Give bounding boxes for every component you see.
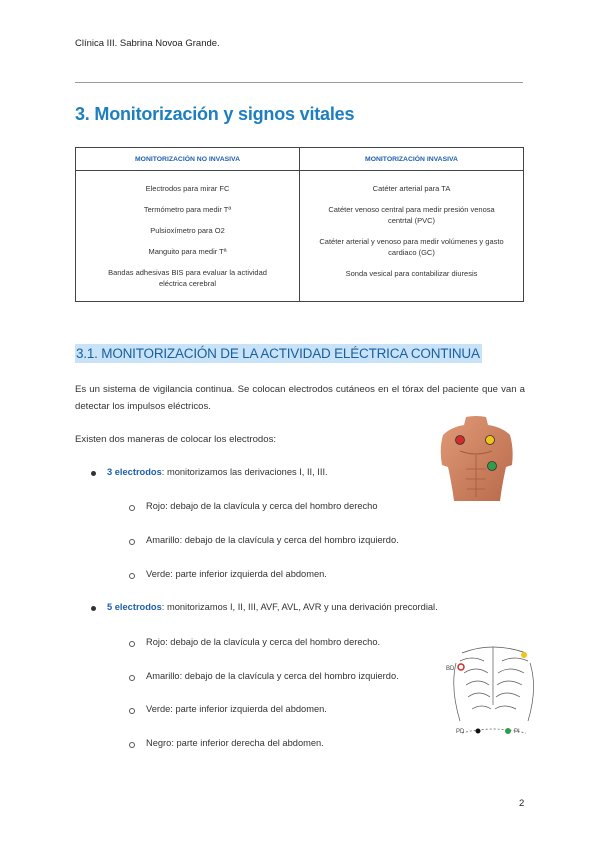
three-lead-bullet [107, 467, 328, 477]
five-lead-label: 5 electrodos [107, 602, 162, 612]
invasive-cell [300, 171, 524, 302]
sub-bullet-text: Rojo: debajo de la clavícula y cerca del hombro derecho [146, 501, 378, 511]
sub-bullet-ring [129, 505, 135, 511]
section-title: 3. Monitorización y signos vitales [75, 104, 355, 124]
sub-bullet-text: Amarillo: debajo de la clavícula y cerca del hombro izquierdo. [146, 671, 399, 681]
black-electrode [476, 729, 481, 734]
list-item: Termómetro para medir Tª [143, 205, 232, 214]
sub-bullet-ring [129, 675, 135, 681]
list-item: Bandas adhesivas BIS para evaluar la actividad eléctrica cerebral [108, 268, 267, 288]
intro-paragraph: Es un sistema de vigilancia continua. Se colocan electrodos cutáneos en el tórax del paciente que van a detectar los impulsos eléctricos. [75, 384, 525, 412]
list-item: Catéter arterial para TA [372, 184, 451, 193]
black-lead-label: PD [456, 729, 465, 735]
sub-bullet-ring [129, 742, 135, 748]
list-item: Pulsioxímetro para O2 [150, 226, 225, 235]
header-divider [75, 82, 523, 83]
noninvasive-cell [76, 171, 300, 302]
page-header: Clínica III. Sabrina Novoa Grande. [75, 38, 220, 49]
sub-bullet-ring [129, 708, 135, 714]
three-lead-text: : monitorizamos las derivaciones I, II, III. [161, 467, 328, 477]
sub-bullet-ring [129, 641, 135, 647]
table-header-noninvasive: MONITORIZACIÓN NO INVASIVA [76, 148, 300, 171]
sub-bullet-ring [129, 539, 135, 545]
ribcage-lead-diagram [442, 633, 544, 743]
bullet-dot [91, 606, 96, 611]
green-electrode [488, 462, 497, 471]
list-item: Catéter arterial y venoso para medir volúmenes y gasto cardiaco (GC) [319, 237, 504, 257]
five-lead-text: : monitorizamos I, II, III, AVF, AVL, AVR y una derivación precordial. [161, 602, 438, 612]
list-item: Manguito para medir Tª [148, 247, 227, 256]
yellow-electrode [521, 652, 527, 658]
subsection-title: 3.1. MONITORIZACIÓN DE LA ACTIVIDAD ELÉCTRICA CONTINUA [76, 346, 480, 361]
table-header-invasive: MONITORIZACIÓN INVASIVA [300, 148, 524, 171]
sub-bullet-text: Verde: parte inferior izquierda del abdomen. [146, 704, 327, 714]
yellow-electrode [486, 436, 495, 445]
list-item: Catéter venoso central para medir presión venosa centrtal (PVC) [328, 205, 495, 225]
page-number: 2 [519, 798, 525, 809]
ways-paragraph: Existen dos maneras de colocar los electrodos: [75, 434, 277, 445]
sub-bullet-text: Rojo: debajo de la clavícula y cerca del hombro derecho. [146, 637, 381, 647]
sub-bullet-text: Verde: parte inferior izquierda del abdomen. [146, 569, 327, 579]
red-electrode [458, 664, 464, 670]
sub-bullet-ring [129, 573, 135, 579]
three-lead-label: 3 electrodos [107, 467, 162, 477]
five-lead-bullet [107, 602, 438, 612]
sub-bullet-text: Negro: parte inferior derecha del abdomen. [146, 738, 324, 748]
list-item: Electrodos para mirar FC [145, 184, 230, 193]
list-item: Sonda vesical para contabilizar diuresis [345, 269, 478, 278]
green-lead-label: PI [514, 729, 520, 735]
red-electrode [456, 436, 465, 445]
torso-electrodes-image [436, 415, 516, 503]
subsection-title-wrap [75, 344, 482, 363]
bullet-dot [91, 471, 96, 476]
monitoring-table [75, 147, 524, 302]
sub-bullet-text: Amarillo: debajo de la clavícula y cerca del hombro izquierdo. [146, 535, 399, 545]
red-lead-label: BD [446, 666, 455, 672]
green-electrode [505, 728, 511, 734]
